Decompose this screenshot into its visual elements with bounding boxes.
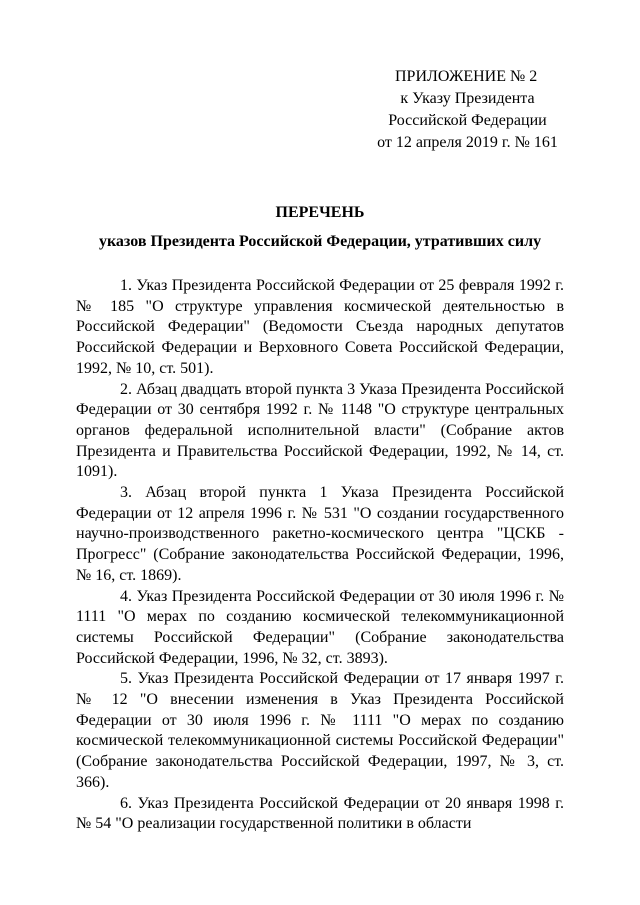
appendix-line-3: от 12 апреля 2019 г. № 161 — [377, 134, 558, 151]
appendix-block — [330, 66, 605, 154]
list-item-2: 2. Абзац двадцать второй пункта 3 Указа Президента Российской Федерации от 30 сентября 1992 г. № 1148 "О структуре центральных органов федеральной исполнительной власти" (Собрание актов Президента и Правительства Российской Федерации, 1992, № 14, ст. 1091). — [76, 380, 564, 481]
appendix-line-1: к Указу Президента — [400, 90, 535, 107]
appendix-title: ПРИЛОЖЕНИЕ № 2 — [395, 68, 538, 85]
list-item-3: 3. Абзац второй пункта 1 Указа Президента Российской Федерации от 12 апреля 1996 г. № 531 "О создании государственного научно-производственного ракетно-космического центра "ЦСКБ - Прогресс" (Собрание законодательства Российской Федерации, 1996, № 16, ст. 1869). — [76, 484, 564, 584]
list-item-5: 5. Указ Президента Российской Федерации от 17 января 1997 г. № 12 "О внесении изменения в Указ Президента Российской Федерации от 30 июля 1996 г. № 1111 "О мерах по созданию космической телекоммуникационной системы Российской Федерации" (Собрание законодательства Российской Федерации, 1997, № 3, ст. 366). — [76, 670, 564, 791]
list-item-1: 1. Указ Президента Российской Федерации от 25 февраля 1992 г. № 185 "О структуре управления космической деятельностью в Российской Федерации" (Ведомости Съезда народных депутатов Российской Федерации и Верховного Совета Российской Федерации, 1992, № 10, ст. 501). — [76, 277, 564, 377]
document-title: ПЕРЕЧЕНЬ — [275, 204, 365, 221]
appendix-line-2: Российской Федерации — [388, 112, 547, 129]
document-body — [76, 276, 564, 835]
list-item-4: 4. Указ Президента Российской Федерации от 30 июля 1996 г. № 1111 "О мерах по созданию космической телекоммуникационной системы Российской Федерации" (Собрание законодательства Российской Федерации, 1996, № 32, ст. 3893). — [76, 587, 564, 667]
document-subtitle: указов Президента Российской Федерации, утративших силу — [98, 233, 542, 250]
list-item-6: 6. Указ Президента Российской Федерации от 20 января 1998 г. № 54 "О реализации государственной политики в области — [76, 794, 564, 833]
